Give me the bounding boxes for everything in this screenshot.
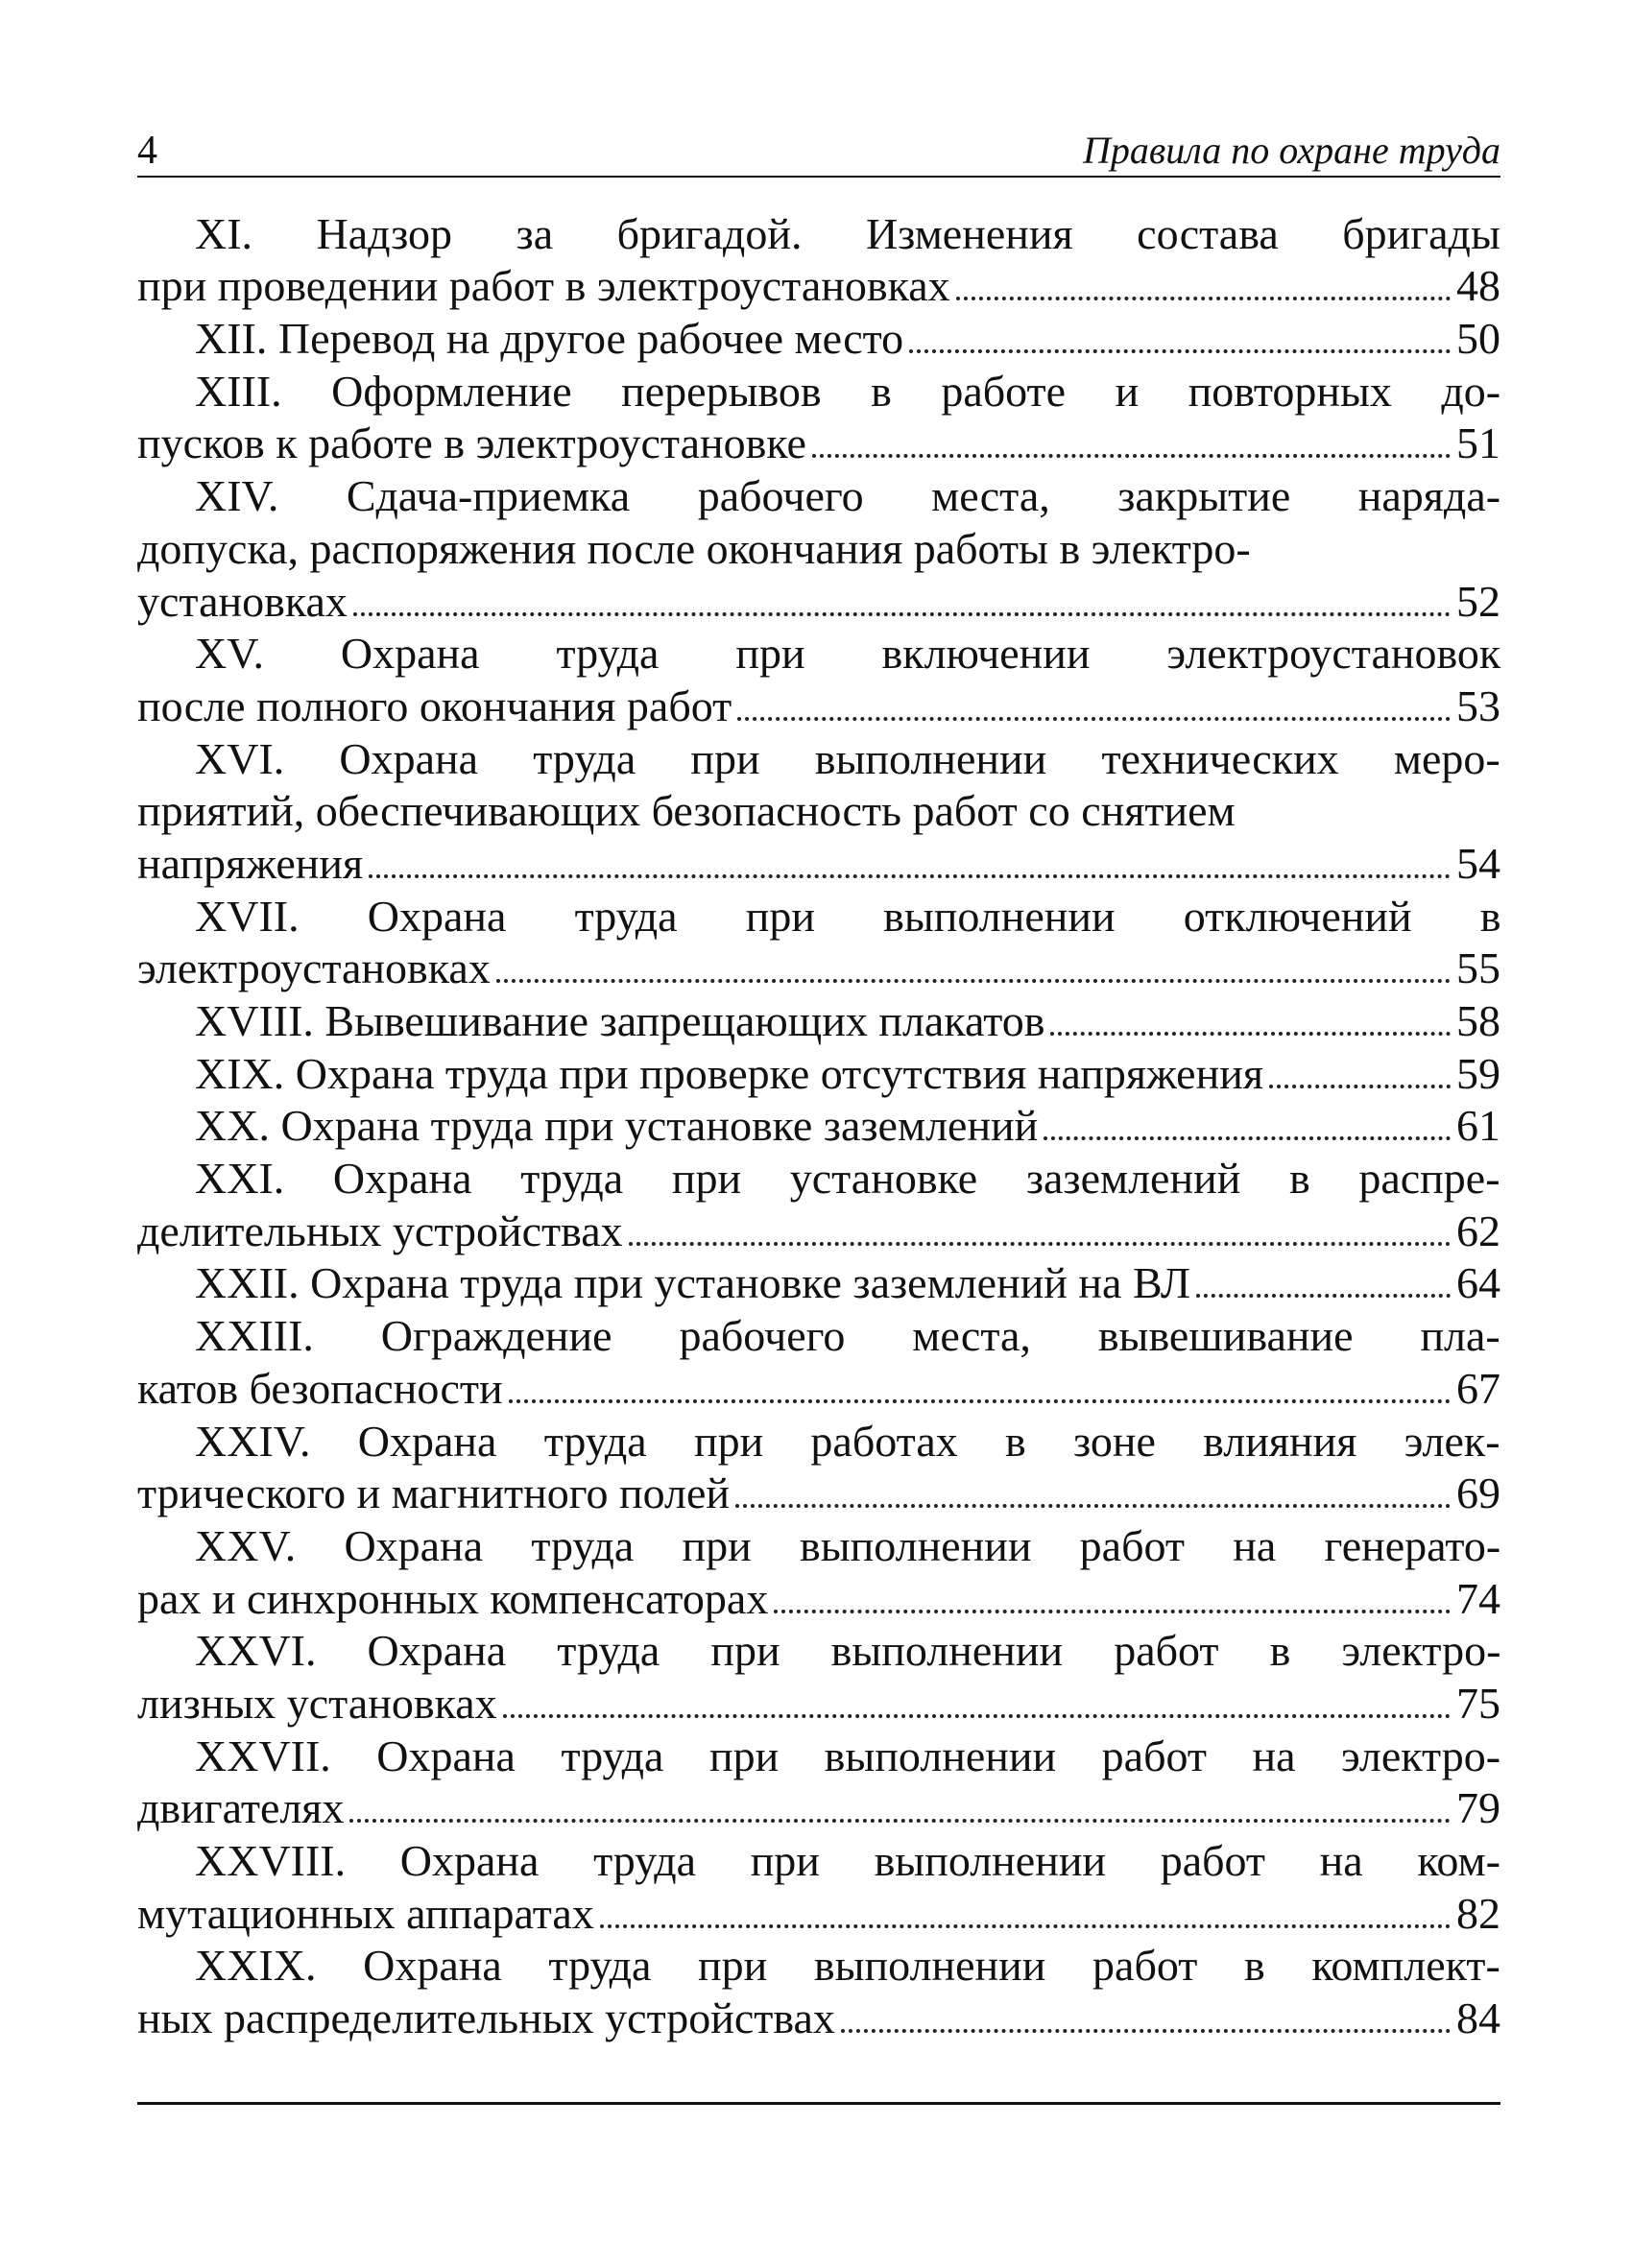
footer-rule [137, 2102, 1500, 2105]
toc-line [137, 1152, 1500, 1205]
dot-leader [1269, 1085, 1451, 1088]
toc-entry-title-continuation: лизных установках [137, 1678, 497, 1728]
toc-page-number: 69 [1456, 1468, 1500, 1518]
toc-line [137, 1519, 1500, 1572]
toc-entry-title-continuation: ных распределительных устройствах [137, 1993, 835, 2043]
table-of-contents [137, 207, 1500, 2044]
dot-leader [1050, 1032, 1451, 1036]
toc-line [137, 207, 1500, 260]
toc-entry-title: XXVII. Охрана труда при выполнении работ на электро- [195, 1731, 1501, 1780]
toc-entry [137, 732, 1500, 890]
toc-line [137, 837, 1500, 890]
dot-leader [737, 717, 1451, 721]
toc-entry [137, 469, 1500, 627]
toc-entry-title: XXII. Охрана труда при установке заземлений на ВЛ [195, 1258, 1191, 1308]
toc-entry [137, 1047, 1500, 1100]
dot-leader [509, 1399, 1451, 1403]
toc-line [137, 628, 1500, 680]
toc-line [137, 1309, 1500, 1362]
toc-entry [137, 628, 1500, 732]
toc-entry [137, 1730, 1500, 1834]
toc-line [137, 785, 1500, 838]
toc-entry-title-continuation: после полного окончания работ [137, 680, 732, 730]
toc-line [137, 1362, 1500, 1415]
toc-page-number: 82 [1456, 1888, 1500, 1938]
toc-entry [137, 312, 1500, 365]
toc-entry-title-continuation: напряжения [137, 838, 364, 888]
toc-page-number: 48 [1456, 261, 1500, 311]
dot-leader [956, 297, 1451, 300]
toc-page-number: 58 [1456, 996, 1500, 1045]
dot-leader [600, 1924, 1451, 1928]
toc-entry [137, 207, 1500, 312]
toc-line [137, 1782, 1500, 1835]
toc-line [137, 469, 1500, 522]
toc-entry-title-continuation: рах и синхронных компенсаторах [137, 1573, 769, 1623]
toc-entry-title: XXVIII. Охрана труда при выполнении работ на ком- [195, 1836, 1500, 1885]
toc-entry [137, 1100, 1500, 1153]
toc-entry [137, 1415, 1500, 1519]
toc-page-number: 55 [1456, 943, 1500, 993]
toc-line [137, 943, 1500, 995]
toc-page-number: 64 [1456, 1258, 1500, 1308]
toc-page-number: 52 [1456, 576, 1500, 626]
toc-page-number: 84 [1456, 1993, 1500, 2043]
toc-line [137, 1992, 1500, 2044]
toc-line [137, 1100, 1500, 1153]
toc-line [137, 1834, 1500, 1887]
toc-entry-title-continuation: трического и магнитного полей [137, 1468, 731, 1518]
toc-line [137, 365, 1500, 418]
toc-line [137, 1047, 1500, 1100]
toc-entry-title-continuation: двигателях [137, 1783, 345, 1833]
toc-entry [137, 365, 1500, 469]
toc-entry-title: XII. Перевод на другое рабочее место [195, 314, 904, 364]
toc-entry [137, 1309, 1500, 1414]
toc-entry [137, 1257, 1500, 1310]
dot-leader [349, 1819, 1451, 1823]
dot-leader [1196, 1294, 1451, 1298]
toc-page-number: 50 [1456, 314, 1500, 364]
toc-line [137, 418, 1500, 470]
toc-entry-title: XVII. Охрана труда при выполнении отключений в [195, 891, 1501, 941]
page-number: 4 [137, 129, 157, 173]
toc-entry [137, 1940, 1500, 2044]
dot-leader [774, 1610, 1451, 1613]
toc-entry-title: XIII. Оформление перерывов в работе и повторных до- [195, 366, 1501, 416]
dot-leader [496, 979, 1451, 983]
dot-leader [369, 874, 1451, 878]
toc-entry [137, 994, 1500, 1047]
toc-page-number: 74 [1456, 1573, 1500, 1623]
toc-line [137, 312, 1500, 365]
dot-leader [909, 349, 1451, 353]
toc-entry-title-continuation: пусков к работе в электроустановке [137, 418, 806, 468]
toc-entry-title: XXV. Охрана труда при выполнении работ на генерато- [195, 1520, 1501, 1570]
toc-line [137, 890, 1500, 943]
toc-line [137, 1415, 1500, 1468]
toc-entry-title: XV. Охрана труда при включении электроустановок [195, 629, 1501, 679]
toc-entry-title: XXI. Охрана труда при установке заземлений в распре- [195, 1154, 1500, 1204]
dot-leader [629, 1242, 1451, 1246]
toc-line [137, 1572, 1500, 1625]
toc-entry-title: XXIX. Охрана труда при выполнении работ в комплект- [195, 1941, 1500, 1991]
toc-entry-title-continuation: допуска, распоряжения после окончания работы в электро- [137, 523, 1251, 573]
toc-page-number: 54 [1456, 838, 1500, 888]
toc-page-number: 51 [1456, 418, 1500, 468]
toc-entry [137, 1625, 1500, 1730]
toc-page-number: 59 [1456, 1048, 1500, 1098]
toc-entry [137, 1519, 1500, 1624]
running-title: Правила по охране труда [1083, 129, 1500, 172]
toc-entry-title: XVI. Охрана труда при выполнении технических меро- [195, 733, 1500, 783]
dot-leader [812, 454, 1451, 458]
toc-entry-title-continuation: при проведении работ в электроустановках [137, 261, 950, 311]
toc-line [137, 575, 1500, 628]
toc-line [137, 1940, 1500, 1993]
toc-entry-title-continuation: электроустановках [137, 943, 491, 993]
toc-line [137, 1625, 1500, 1678]
toc-line [137, 1205, 1500, 1257]
toc-line [137, 522, 1500, 575]
toc-page-number: 61 [1456, 1101, 1500, 1151]
toc-entry-title: XIX. Охрана труда при проверке отсутствия напряжения [195, 1048, 1263, 1098]
toc-entry [137, 1152, 1500, 1256]
toc-line [137, 994, 1500, 1047]
dot-leader [353, 612, 1451, 616]
toc-entry [137, 1834, 1500, 1939]
toc-page-number: 75 [1456, 1678, 1500, 1728]
toc-entry-title-continuation: делительных устройствах [137, 1206, 623, 1255]
toc-entry-title-continuation: мутационных аппаратах [137, 1888, 594, 1938]
toc-line [137, 1257, 1500, 1310]
toc-page-number: 62 [1456, 1206, 1500, 1255]
toc-entry-title: XXIV. Охрана труда при работах в зоне влияния элек- [195, 1416, 1500, 1466]
toc-line [137, 680, 1500, 732]
dot-leader [503, 1714, 1451, 1718]
toc-line [137, 260, 1500, 313]
toc-line [137, 1887, 1500, 1940]
toc-entry-title-continuation: катов безопасности [137, 1363, 503, 1413]
toc-entry-title-continuation: установках [137, 576, 348, 626]
toc-page-number: 53 [1456, 680, 1500, 730]
toc-line [137, 732, 1500, 785]
dot-leader [735, 1504, 1451, 1508]
page-header [137, 121, 1500, 175]
toc-line [137, 1677, 1500, 1730]
header-rule [137, 176, 1500, 178]
toc-entry-title: XXIII. Ограждение рабочего места, вывешивание пла- [195, 1311, 1500, 1361]
toc-entry [137, 890, 1500, 994]
toc-page-number: 67 [1456, 1363, 1500, 1413]
toc-entry-title: XXVI. Охрана труда при выполнении работ в электро- [195, 1626, 1501, 1676]
toc-page-number: 79 [1456, 1783, 1500, 1833]
toc-line [137, 1730, 1500, 1782]
toc-entry-title: XVIII. Вывешивание запрещающих плакатов [195, 996, 1045, 1045]
toc-entry-title: XX. Охрана труда при установке заземлений [195, 1101, 1039, 1151]
toc-entry-title: XIV. Сдача-приемка рабочего места, закрытие наряда- [195, 471, 1501, 521]
toc-entry-title-continuation: приятий, обеспечивающих безопасность работ со снятием [137, 786, 1236, 836]
dot-leader [1044, 1136, 1451, 1140]
dot-leader [841, 2029, 1451, 2033]
toc-entry-title: XI. Надзор за бригадой. Изменения состава бригады [195, 208, 1500, 258]
toc-line [137, 1468, 1500, 1520]
